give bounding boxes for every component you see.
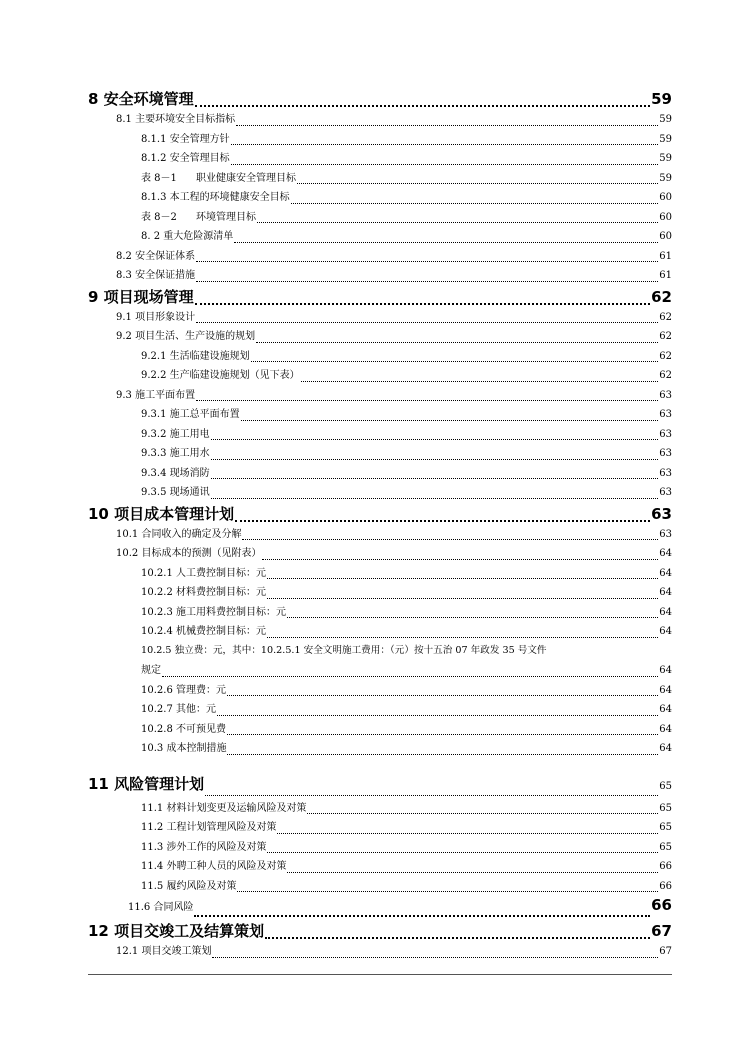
toc-entry[interactable]: 9.3.5 现场通讯 63 (141, 487, 672, 498)
footer-divider (88, 974, 672, 975)
toc-entry[interactable]: 8.3 安全保证措施 61 (116, 270, 672, 281)
toc-heading-9[interactable]: 9 项目现场管理 62 (88, 287, 672, 306)
table-of-contents (88, 88, 672, 962)
toc-entry[interactable]: 10.3 成本控制措施 64 (141, 743, 672, 754)
toc-entry[interactable]: 11.3 涉外工作的风险及对策 65 (141, 841, 672, 853)
toc-entry[interactable]: 10.2.3 施工用料费控制目标：元 64 (141, 606, 672, 618)
toc-entry[interactable]: 10.2.4 机械费控制目标：元 64 (141, 626, 672, 637)
toc-entry[interactable]: 8.1.1 安全管理方针 59 (141, 133, 672, 145)
toc-entry[interactable]: 8.1.2 安全管理目标 59 (141, 153, 672, 164)
toc-entry[interactable]: 9.2.1 生活临建设施规划 62 (141, 350, 672, 362)
toc-entry[interactable]: 8. 2 重大危险源清单 60 (141, 231, 672, 242)
toc-entry[interactable]: 10.2 目标成本的预测（见附表） 64 (116, 548, 672, 559)
toc-entry[interactable]: 9.2 项目生活、生产设施的规划 62 (116, 331, 672, 342)
toc-entry[interactable]: 9.2.2 生产临建设施规划（见下表） 62 (141, 370, 672, 381)
toc-heading-8[interactable]: 8 安全环境管理 59 (88, 90, 672, 108)
toc-entry[interactable]: 11.5 履约风险及对策 66 (141, 880, 672, 892)
toc-entry-wrapped[interactable]: 10.2.5 独立费：元，其中：10.2.5.1 安全文明施工费用：（元）按十五治 07 年政发 35 号文件 (141, 644, 547, 656)
toc-entry-continuation[interactable]: 规定 64 (141, 665, 672, 676)
toc-entry[interactable]: 10.2.2 材料费控制目标：元 64 (141, 587, 672, 598)
toc-entry[interactable]: 9.1 项目形象设计 62 (116, 311, 672, 323)
toc-entry[interactable]: 8.2 安全保证体系 61 (116, 250, 672, 262)
toc-entry[interactable]: 9.3.4 现场消防 63 (141, 467, 672, 479)
toc-entry[interactable]: 11.4 外聘工种人员的风险及对策 66 (141, 861, 672, 872)
toc-entry[interactable]: 12.1 项目交竣工策划 67 (116, 946, 672, 957)
toc-entry[interactable]: 表 8－1 职业健康安全管理目标 59 (141, 172, 672, 184)
toc-entry[interactable]: 9.3.2 施工用电 63 (141, 428, 672, 440)
toc-entry[interactable]: 10.2.6 管理费：元 64 (141, 684, 672, 696)
toc-entry[interactable]: 9.3.1 施工总平面布置 63 (141, 409, 672, 420)
toc-entry[interactable]: 11.1 材料计划变更及运输风险及对策 65 (141, 802, 672, 814)
toc-entry[interactable]: 9.3.3 施工用水 63 (141, 448, 672, 459)
toc-entry[interactable]: 10.2.8 不可预见费 64 (141, 723, 672, 735)
toc-entry[interactable]: 表 8－2 环境管理目标 60 (141, 211, 672, 223)
toc-entry[interactable]: 10.2.7 其他：元 64 (141, 704, 672, 715)
toc-entry[interactable]: 10.1 合同收入的确定及分解 63 (116, 528, 672, 540)
toc-entry-contract-risk[interactable]: 11.6 合同风险 66 (88, 896, 672, 920)
toc-entry[interactable]: 10.2.1 人工费控制目标：元 64 (141, 567, 672, 579)
toc-entry[interactable]: 11.2 工程计划管理风险及对策 65 (141, 822, 672, 833)
toc-entry[interactable]: 8.1 主要环境安全目标指标 59 (116, 114, 672, 125)
toc-entry[interactable]: 8.1.3 本工程的环境健康安全目标 60 (141, 192, 672, 203)
toc-entry[interactable]: 9.3 施工平面布置 63 (116, 389, 672, 401)
toc-heading-11[interactable]: 11 风险管理计划 65 (88, 773, 672, 799)
toc-heading-10[interactable]: 10 项目成本管理计划 63 (88, 504, 672, 523)
toc-heading-12[interactable]: 12 项目交竣工及结算策划 67 (88, 922, 672, 940)
